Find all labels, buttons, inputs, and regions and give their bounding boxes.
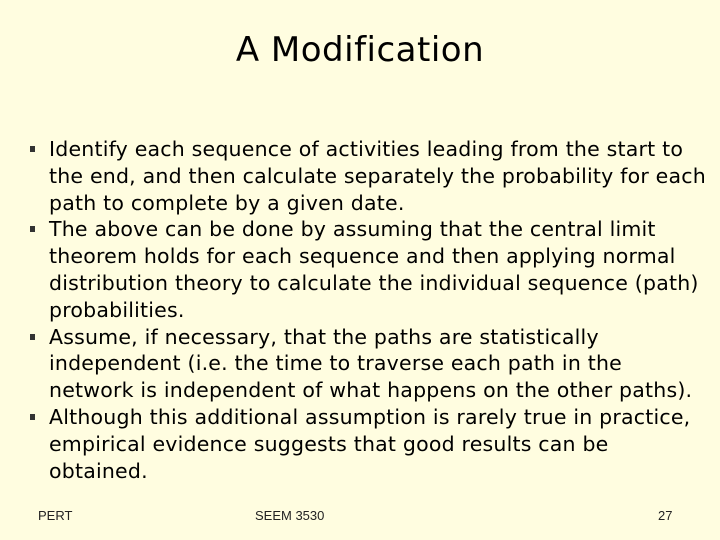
bullet-item — [0, 136, 720, 216]
slide-title: A Modification — [235, 30, 485, 70]
bullet-text: Although this additional assumption is rarely true in practice, empirical evidence suggests that good results can be obtained. — [49, 404, 691, 483]
bullet-text: The above can be done by assuming that the central limit theorem holds for each sequence and then applying normal distribution theory to calculate the individual sequence (path) probabilities. — [49, 217, 699, 322]
page-number: 27 — [658, 508, 673, 523]
bullet-list — [0, 136, 720, 484]
bullet-text: Identify each sequence of activities leading from the start to the end, and then calculate separately the probability for each path to complete by a given date. — [49, 137, 706, 215]
bullet-text: Assume, if necessary, that the paths are statistically independent (i.e. the time to traverse each path in the network is independent of what happens on the other paths). — [49, 324, 693, 403]
square-bullet-icon — [30, 146, 35, 152]
footer-course-code: SEEM 3530 — [255, 508, 325, 523]
bullet-item — [0, 404, 720, 484]
square-bullet-icon — [30, 334, 35, 340]
square-bullet-icon — [30, 414, 35, 420]
square-bullet-icon — [30, 226, 35, 232]
footer-left-label: PERT — [38, 508, 73, 523]
bullet-item — [0, 216, 720, 323]
bullet-item — [0, 324, 720, 404]
